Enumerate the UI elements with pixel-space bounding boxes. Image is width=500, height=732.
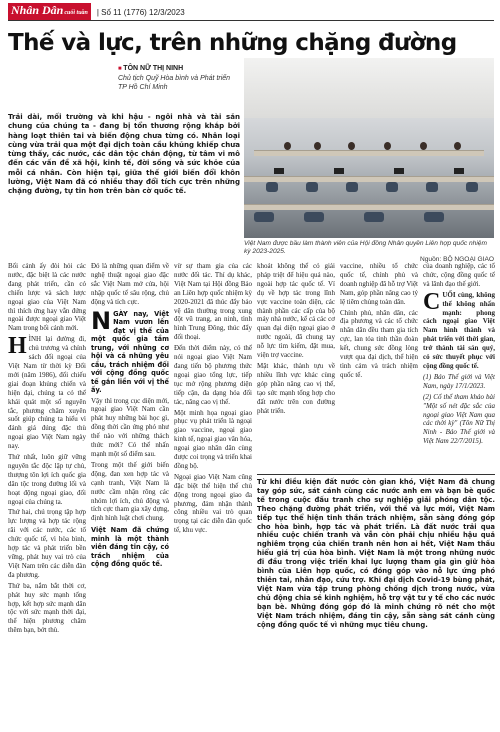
article-lead: Trải dài, mối trường và khi hậu - ngôi nhà và tài sản chung của chúng ta - đang bị tổn thương rộng khắp bởi hàng loạt thiên tai và biến động chưa từng có. Nhân loại cùng vừa trải qua một đại dịch toàn cầu khủng khiếp chưa từng thấy, các nước, các dân tộc chắn động, từ tâm vi mô đến các vấn đề xã hội, kinh tế, đời sống và sức khỏe của mỗi cá nhân. Còn hiện tại, giữa thế giới biến đổi khôn lường, Việt Nam đã có nhiều thay đổi tích cực trên những chặng đường, tự tin hơn trên bàn cờ quốc tế. xyxy=(8,112,240,196)
body-column-5: vaccine, nhiều tổ chức quốc tế, chính phủ và doanh nghiệp đã hỗ trợ Việt Nam, góp phần nâng cao tỷ lệ tiêm chủng toàn dân. Chính phủ, nhân dân, các địa phương và các tổ chức nhân dân đều tham gia tích cực, lan tỏa tinh thần đoàn kết, chung sức đồng lòng vượt qua đại dịch, thể hiện tình cảm và trách nhiệm quốc tế. xyxy=(340,262,418,379)
footnote-1: (1) Báo Thế giới và Việt Nam, ngày 17/1/2023. xyxy=(423,372,495,390)
photo-credit: Nguồn: BỘ NGOẠI GIAO xyxy=(419,256,494,263)
highlight-box: Từ khi điều kiện đất nước còn gian khó, Việt Nam đã chung tay góp sức, sát cánh cùng các nước anh em và bạn bè quốc tế trong cuộc đấu tranh cho sự nghiệp giải phóng dân tộc. Theo chặng đường phát triển, với thế và lực mới, Việt Nam tiếp tục thể hiện tinh thần trách nhiệm, sẵn sàng đóng góp cho hòa bình, hợp tác và phát triển. Là đất nước trải qua nhiều cuộc chiến tranh và vẫn còn phải chịu nhiều hậu quả nghiêm trọng của chiến tranh nên hơn ai hết, Việt Nam thấu hiểu giá trị của hòa bình. Việt Nam là một trong những nước đi đầu trong việc triển khai lực lượng tham gia gìn giữ hòa bình của Liên hợp quốc, có đóng góp vào nỗ lực ứng phó thiên tai, nhân đạo, cứu trợ. Khi đại dịch Covid-19 bùng phát, Việt Nam vừa tập trung phòng chống dịch trong nước, vừa chủ động chia sẻ kinh nghiệm, hỗ trợ vật tư y tế cho các nước bạn bè. Những đóng góp đó là minh chứng rõ nét cho một Việt Nam trách nhiệm, đáng tin cậy, sẵn sàng sát cánh cùng cộng đồng quốc tế vì những mục tiêu chung. xyxy=(257,474,495,728)
caption-text: Việt Nam được bầu làm thành viên của Hội đồng Nhân quyền Liên hợp quốc nhiệm kỳ 2023-2025. xyxy=(244,240,487,255)
drop-cap: N xyxy=(91,306,112,335)
issue-info: | Số 11 (1776) 12/3/2023 xyxy=(96,7,185,17)
newspaper-logo: Nhân Dâncuối tuần xyxy=(8,3,91,21)
body-column-2: Đó là những quan điểm về nghệ thuật ngoại giao đặc sắc Việt Nam mở cửa, hội nhập quốc tế sâu rộng, chủ động và tích cực. NGÀY nay, Việt Nam vươn lên đạt vị thế của một quốc gia tầm trung, với những cơ hội và cả những yêu cầu, trách nhiệm đối với cộng đồng quốc tế gắn liền với vị thế ấy. Vậy thì trong cục diện mới, ngoại giao Việt Nam cần phát huy những bài học gì, đồng thời cần ứng phó như thế nào với những thách thức mới? Có thể nhấn mạnh một số điểm sau. Trong một thế giới biến động, đan xen hợp tác và cạnh tranh, Việt Nam là nước cầm nhận rõng các nhóm lợi ích, chủ động và tích cực tham gia xây dựng, định hình luật chơi chung. Việt Nam đã chứng minh là một thành viên đáng tin cậy, có trách nhiệm của cộng đồng quốc tế. xyxy=(91,262,169,569)
body-column-1: Bối cảnh ấy đòi hỏi các nước, đặc biệt là các nước đang phát triển, cần có chiến lược và sách lược ngoại giao của Việt Nam thì thích ứng hay vẫn đứng ngoài được ngoại giao Việt Nam trong bối cảnh mới. HÌNH lại đường đi, chủ trương và chính sách đối ngoại của Việt Nam từ thời kỳ Đổi mới (năm 1986), đối chiếu giai đoạn khủng chiến và hiện đại, chúng ta có thể khái quát một số nguyên tắc, phương châm xuyên suốt giúp chúng ta hiểu vì đánh giá đúng đặc thù ngoại giao Việt Nam ngày nay. Thứ nhất, luôn giữ vững nguyên tắc độc lập tự chủ, thượng tôn lợi ích quốc gia dân tộc trong đường lối và hoạt động ngoại giao, đối ngoại của chúng ta. Thứ hai, chú trọng tập hợp lực lượng và hợp tác rộng rãi với các nước, các tổ chức quốc tế, vì hòa bình, hợp tác và phát triển bền vững, phát huy vai trò của Việt Nam trên các diễn đàn đa phương. Thứ ba, nắm bắt thời cơ, phát huy sức mạnh tổng hợp, kết hợp sức mạnh dân tộc với sức mạnh thời đại, thể hiện phương châm thêm bạn, bớt thù. xyxy=(8,262,86,635)
pull-quote: Việt Nam đã chứng minh là một thành viên đáng tin cậy, có trách nhiệm của cộng đồng quốc tế. xyxy=(91,526,169,569)
body-column-3: vừ sự tham gia của các nước đối tác. Thí dụ khác, Việt Nam tại Hội đồng Bảo an Liên hợp quốc nhiệm kỳ 2020-2021 đã thúc đẩy bảo vệ dân thường trong xung đột vũ trang, an ninh, tình hình Trung Đông, thúc đẩy đối thoại. Đến thời điểm này, có thể nói ngoại giao Việt Nam đang tiến bộ phương thức ngoại giao tổng lực, tiếp tục mở rộng phương diện tiếp cận, đa dạng hóa đối tác, nâng cao vị thế. Một minh họa ngoại giao phục vụ phát triển là ngoại giao vaccine, ngoại giao kinh tế, ngoại giao văn hóa, ngoại giao nhân dân cùng được coi trọng và triển khai đồng bộ. Ngoại giao Việt Nam cũng đặc biệt thể hiện thế chủ động trong ngoại giao đa phương, đảm nhận thành công nhiều vai trò quan trọng tại các diễn đàn quốc tế, khu vực. xyxy=(174,262,252,535)
article-title: Thế và lực, trên những chặng đường xyxy=(8,30,457,56)
footnote-2: (2) Cổ thể tham khảo bài "Một số nét đặc sắc của ngoại giao Việt Nam qua các thời kỳ" (Tôn Nữ Thị Ninh - Báo Thế giới và Việt Nam 22/7/2015). xyxy=(423,392,495,446)
drop-cap: H xyxy=(8,333,27,360)
byline xyxy=(118,64,238,92)
photo-caption xyxy=(244,240,494,264)
masthead xyxy=(8,4,494,20)
body-column-4: khoát không thể có giải pháp triệt để hiệu quả nào, ngoài hợp tác quốc tế. Ví dụ về hợp tác trong lĩnh vực vaccine toàn diện, các thành phần các cấp của bộ máy nhà nước, kể cả các cơ quan đại diện ngoại giao ở nước ngoài, đã chung tay nỗ lực tìm kiếm, đặt mua, viện trợ vaccine. Mặt khác, thành tựu về nhiều lĩnh vực khác cùng góp phần nâng cao vị thế, tạo sức mạnh tổng hợp cho đất nước trên con đường phát triển. xyxy=(257,262,335,415)
article-photo xyxy=(244,58,494,238)
masthead-divider xyxy=(8,20,494,21)
body-column-6: của doanh nghiệp, các tổ chức, cộng đồng quốc tế và lãnh đạo thế giới. CUỐI cùng, không thể không nhấn mạnh: phong cách ngoại giao Việt Nam hình thành và phát triển với thời gian, trở thành tài sản quý, có sức thuyết phục với cộng đồng quốc tế. (1) Báo Thế giới và Việt Nam, ngày 17/1/2023. (2) Cổ thể tham khảo bài "Một số nét đặc sắc của ngoại giao Việt Nam qua các thời kỳ" (Tôn Nữ Thị Ninh - Báo Thế giới và Việt Nam 22/7/2015). xyxy=(423,262,495,446)
author-name: ■ TÔN NỮ THỊ NINH xyxy=(118,64,238,74)
author-role: Chủ tịch Quỹ Hòa bình và Phát triển TP Hồ Chí Minh xyxy=(118,75,231,91)
drop-cap: C xyxy=(423,288,441,315)
